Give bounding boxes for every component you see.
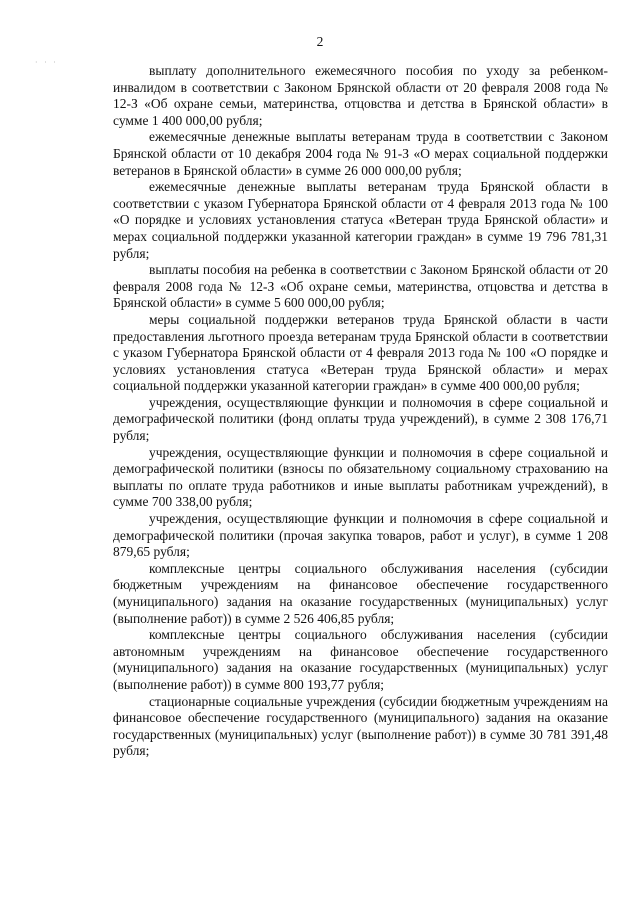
paragraph-institutions-procurement: учреждения, осуществляющие функции и полномочия в сфере социальной и демографической политики (прочая закупка товаров, работ и услуг), в сумме 1 208 879,65 рубля; [113, 511, 608, 560]
paragraph-centers-autonomous-subsidies: комплексные центры социального обслуживания населения (субсидии автономным учреждениям на финансовое обеспечение государственного (муниципального) задания на оказание государственных (муниципальных) услуг (выполнение работ)) в сумме 800 193,77 рубля; [113, 627, 608, 692]
paragraph-bryansk-labor-veterans-monthly: ежемесячные денежные выплаты ветеранам труда Брянской области в соответствии с указом Губернатора Брянской области от 4 февраля 2013 года № 100 «О порядке и условиях установления статуса «Ветеран труда Брянской области» и мерах социальной поддержки указанной категории граждан» в сумме 19 796 781,31 рубля; [113, 179, 608, 261]
paragraph-disabled-child-allowance: выплату дополнительного ежемесячного пособия по уходу за ребенком-инвалидом в соответствии с Законом Брянской области от 20 февраля 2008 года № 12-З «Об охране семьи, материнства, отцовства и детства в Брянской области» в сумме 1 400 000,00 рубля; [113, 63, 608, 128]
document-body [113, 63, 608, 760]
page-number: 2 [316, 34, 324, 49]
scan-artifact-dots: · · · [35, 58, 58, 67]
paragraph-labor-veterans-monthly: ежемесячные денежные выплаты ветеранам труда в соответствии с Законом Брянской области от 10 декабря 2004 года № 91-З «О мерах социальной поддержки ветеранов в Брянской области» в сумме 26 000 000,00 рубля; [113, 129, 608, 178]
paragraph-veterans-travel: меры социальной поддержки ветеранов труда Брянской области в части предоставления льготного проезда ветеранам труда Брянской области в соответствии с указом Губернатора Брянской области от 4 февраля 2013 года № 100 «О порядке и условиях установления статуса «Ветеран труда Брянской области» и мерах социальной поддержки указанной категории граждан» в сумме 400 000,00 рубля; [113, 311, 608, 394]
paragraph-child-benefit: выплаты пособия на ребенка в соответствии с Законом Брянской области от 20 февраля 2008 года № 12-З «Об охране семьи, материнства, отцовства и детства в Брянской области» в сумме 5 600 000,00 рубля; [113, 262, 608, 311]
paragraph-stationary-institutions: стационарные социальные учреждения (субсидии бюджетным учреждениям на финансовое обеспечение государственного (муниципального) задания на оказание государственных (муниципальных) услуг (выполнение работ)) в сумме 30 781 391,48 рубля; [113, 693, 608, 759]
paragraph-institutions-payroll: учреждения, осуществляющие функции и полномочия в сфере социальной и демографической политики (фонд оплаты труда учреждений), в сумме 2 308 176,71 рубля; [113, 394, 608, 444]
paragraph-centers-budget-subsidies: комплексные центры социального обслуживания населения (субсидии бюджетным учреждениям на финансовое обеспечение государственного (муниципального) задания на оказание государственных (муниципальных) услуг (выполнение работ)) в сумме 2 526 406,85 рубля; [113, 560, 608, 626]
paragraph-institutions-insurance: учреждения, осуществляющие функции и полномочия в сфере социальной и демографической политики (взносы по обязательному социальному страхованию на выплаты по оплате труда работников и иные выплаты работникам учреждений), в сумме 700 338,00 рубля; [113, 444, 608, 510]
